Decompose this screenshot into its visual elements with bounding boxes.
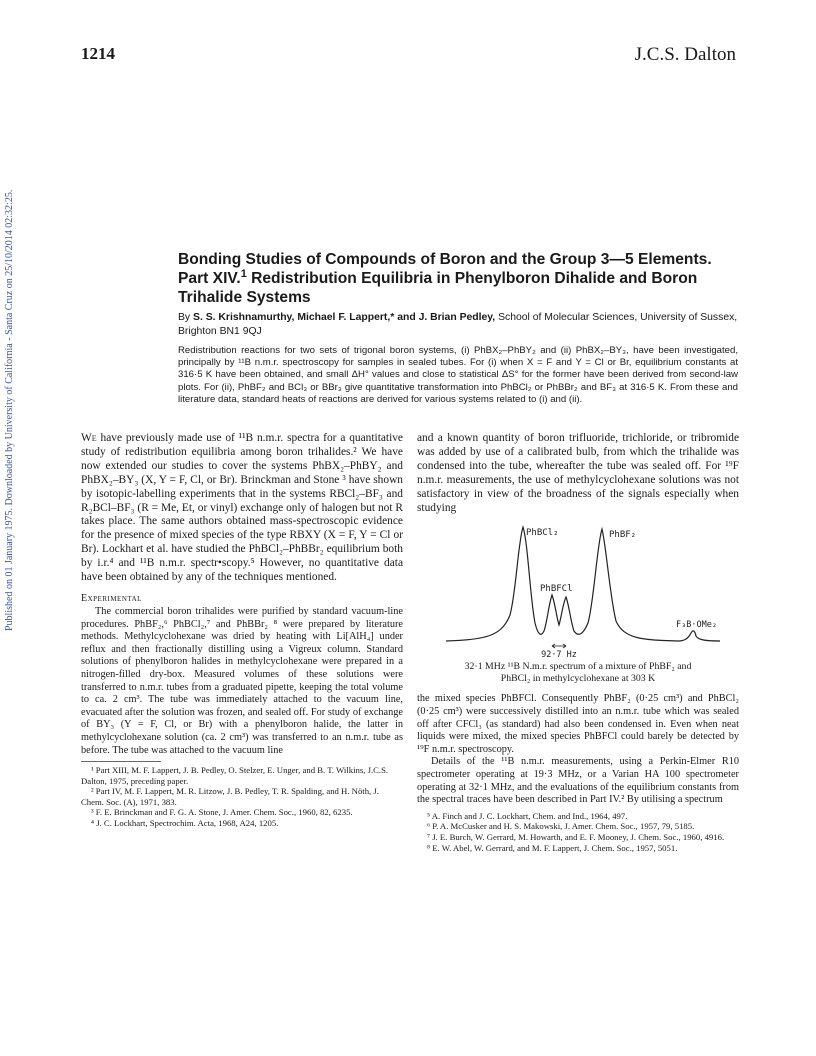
title-line-3: Trihalide Systems xyxy=(178,289,311,306)
experimental-paragraph: The commercial boron trihalides were purified by standard vacuum-line procedures. PhBF₂,⁶ PhBCl₂,⁷ and PhBBr₂ ⁸ were prepared by literature methods. Methylcyclohexane was dried by heating with Li[AlH₄] under reflux and then fractionally distilling using a Vigreux column. Standard solutions of phenylboron halides in methylcyclohexane were prepared in a nitrogen-filled dry-box. Measured volumes of these solutions were transferred to n.m.r. tubes from a graduated pipette, keeping the total volume to ca. 2 cm³. The tube was immediately attached to the vacuum line, evacuated after the solution was frozen, and sealed off. For study of exchange of BY₃ (Y = F, Cl, or Br) with a phenylboron halide, the latter in methylcyclohexane solution (ca. 2 cm³) was transferred to an n.m.r. tube as before. The tube was attached to the vacuum line xyxy=(81,605,403,756)
footnote-4[interactable]: ⁴ J. C. Lockhart, Spectrochim. Acta, 1968, A24, 1205. xyxy=(91,818,279,829)
title-line-2 xyxy=(178,269,738,288)
journal-name: J.C.S. Dalton xyxy=(634,44,736,65)
label-phbf2: PhBF₂ xyxy=(609,530,637,541)
nmr-spectrum-figure xyxy=(428,523,728,659)
figure-caption xyxy=(425,661,731,685)
continued-paragraph: and a known quantity of boron trifluoride, trichloride, or tribromide was added by use of a calibrated bulb, from which the trihalide was condensed into the tube, whereafter the tube was sealed off. For ¹⁹F n.m.r. measurements, the use of methylcyclohexane solutions was not satisfactory in view of the broadness of the signals especially when studying xyxy=(417,432,739,514)
drop-cap: We xyxy=(81,432,97,444)
footnote-5[interactable]: ⁵ A. Finch and J. C. Lockhart, Chem. and Ind., 1964, 497. xyxy=(427,810,628,821)
details-paragraph: Details of the ¹¹B n.m.r. measurements, using a Perkin-Elmer R10 spectrometer operating at 19·3 MHz, or a Varian HA 100 spectrometer operating at 32·1 MHz, and the evaluations of the equilibrium constants from the spectral traces have been described in Part IV.² By utilising a spectrum xyxy=(417,756,739,806)
footnote-3[interactable]: ³ F. E. Brinckman and F. G. A. Stone, J. Amer. Chem. Soc., 1960, 82, 6235. xyxy=(91,807,353,818)
caption-line-1: 32·1 MHz ¹¹B N.m.r. spectrum of a mixture of PhBF₂ and xyxy=(464,661,692,673)
label-f3b-ome2: F₃B·OMe₂ xyxy=(676,620,717,631)
article-title xyxy=(178,250,738,307)
authors: S. S. Krishnamurthy, Michael F. Lappert,* and J. Brian Pedley, xyxy=(193,312,496,323)
title-line-1: Bonding Studies of Compounds of Boron and the Group 3—5 Elements. xyxy=(178,251,712,268)
title-subtitle: Redistribution Equilibria in Phenylboron Dihalide and Boron xyxy=(246,270,698,287)
abstract: Redistribution reactions for two sets of trigonal boron systems, (i) PhBX₂–PhBY₂ and (ii) PhBX₂–BY₃, have been investigated, principally by ¹¹B n.m.r. spectroscopy for samples in sealed tubes. For (i) when X = F and Y = Cl or Br, equilibrium constants at 316·5 K have been obtained, and small ΔH° values and close to statistical ΔS° for the former have been derived from second-law plots. For (ii), PhBF₂ and BCl₃ or BBr₃ give quantitative transformation into PhBCl₂ or PhBBr₂ and BF₃ at 316·5 K. From these and literature data, standard heats of reactions are derived for various systems related to (i) and (ii). xyxy=(178,345,738,405)
label-phbfcl: PhBFCl xyxy=(540,584,573,595)
right-column xyxy=(417,432,739,853)
footnote-7[interactable]: ⁷ J. E. Burch, W. Gerrard, M. Howarth, and E. F. Mooney, J. Chem. Soc., 1960, 4916. xyxy=(427,831,725,842)
introduction-text: have previously made use of ¹¹B n.m.r. spectra for a quantitative study of redistribution equilibria among boron trihalides.² We have now extended our studies to cover the systems PhBX₂–PhBY₂ and PhBX₂–BY₃ (X, Y = F, Cl, or Br). Brinckman and Stone ³ have shown by isotopic-labelling experiments that in the systems RBCl₂–BF₃ and R₂BCl–BF₃ (R = Me, Et, or vinyl) exchange only of halogen but not R takes place. The same authors obtained mass-spectroscopic evidence for the presence of mixed species of the type RBXY (X = F, Y = Cl or Br). Lockhart et al. have studied the PhBCl₂–PhBBr₂ equilibrium both by i.r.⁴ and ¹¹B n.m.r. spectr•scopy.⁵ However, no quantitative data have been obtained by any of the techniques mentioned. xyxy=(81,432,403,584)
download-notice[interactable]: Published on 01 January 1975. Downloaded by University of California - Santa Cruz on 25/10/2014 02:32:25. xyxy=(4,189,15,631)
byline xyxy=(178,311,738,338)
footnote-8[interactable]: ⁸ E. W. Abel, W. Gerrard, and M. F. Lappert, J. Chem. Soc., 1957, 5051. xyxy=(427,842,678,853)
caption-line-2: PhBCl₂ in methylcyclohexane at 303 K xyxy=(500,673,656,685)
introduction-paragraph xyxy=(81,432,403,585)
footnote-2[interactable]: ² Part IV, M. F. Lappert, M. R. Litzow, J. B. Pedley, T. R. Spalding, and H. Nöth, J. Chem. Soc. (A), 1971, 383. xyxy=(81,786,379,807)
title-part: Part XIV. xyxy=(178,270,241,287)
affiliation: School of Molecular Sciences, University of Sussex, Brighton BN1 9QJ xyxy=(178,312,738,337)
scale-label: 92·7 Hz xyxy=(541,650,577,660)
footnote-6[interactable]: ⁶ P. A. McCusker and H. S. Makowski, J. Amer. Chem. Soc., 1957, 79, 5185. xyxy=(427,821,695,832)
label-phbcl2: PhBCl₂ xyxy=(526,528,559,539)
byline-prefix: By xyxy=(178,312,194,323)
page-number: 1214 xyxy=(81,44,115,63)
mixed-species-paragraph: the mixed species PhBFCl. Consequently PhBF₂ (0·25 cm³) and PhBCl₂ (0·25 cm³) were successively distilled into an n.m.r. tube which was sealed off after CFCl₃ (as standard) had also been condensed in. Even when neat liquids were mixed, the mixed species PhBFCl could barely be detected by ¹⁹F n.m.r. spectroscopy. xyxy=(417,693,739,755)
footnote-1[interactable]: ¹ Part XIII, M. F. Lappert, J. B. Pedley, O. Stelzer, E. Unger, and B. T. Wilkins, J.C.S. Dalton, 1975, preceding paper. xyxy=(81,765,389,786)
left-column xyxy=(81,432,403,829)
section-heading-experimental: Experimental xyxy=(81,592,142,604)
title-ref[interactable]: 1 xyxy=(240,267,247,280)
footnote-divider xyxy=(81,761,161,762)
